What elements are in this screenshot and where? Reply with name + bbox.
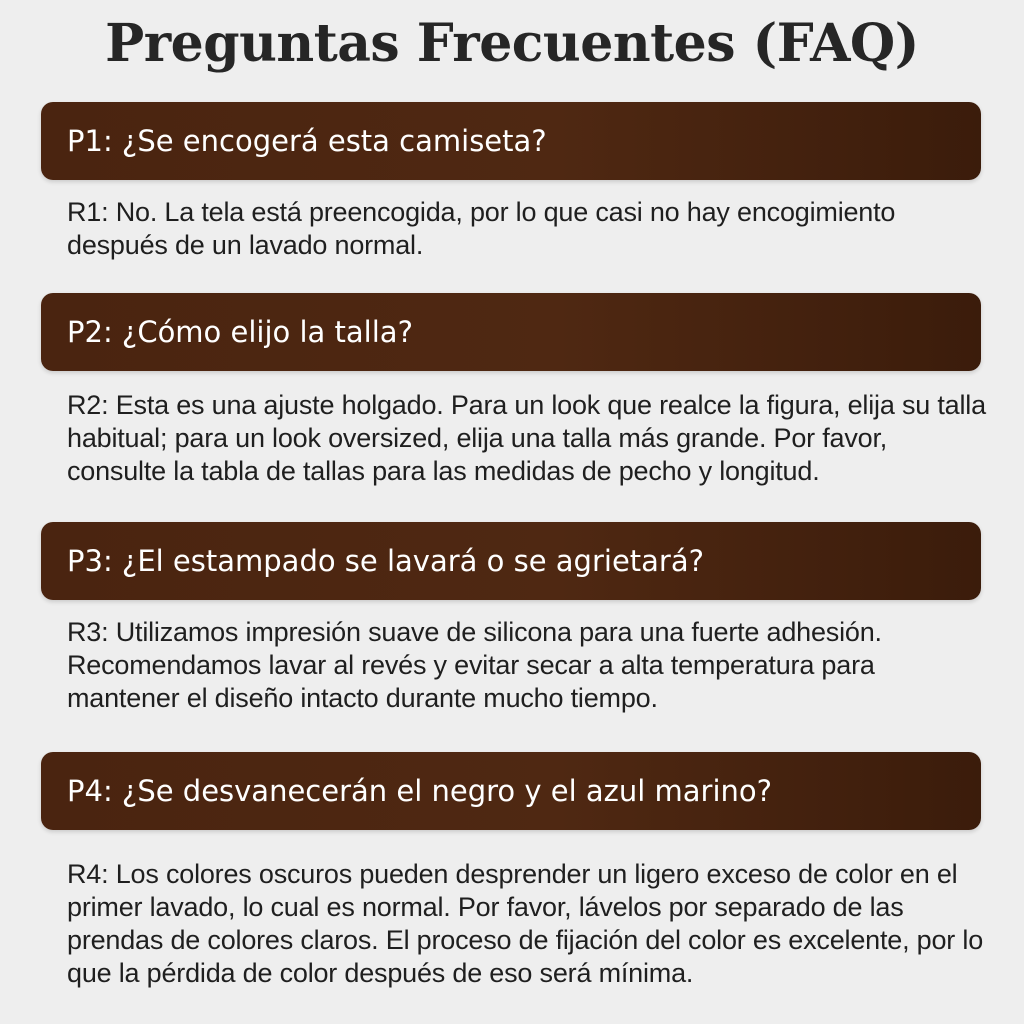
- faq-answer-4: R4: Los colores oscuros pueden desprender un ligero exceso de color en el primer lavado, lo cual es normal. Por favor, lávelos por separado de las prendas de colores claros. El proceso de fijación del color es excelente, por lo que la pérdida de color después de eso será mínima.: [67, 859, 984, 988]
- faq-question-4-text: P4: ¿Se desvanecerán el negro y el azul marino?: [67, 774, 773, 808]
- faq-answer-1: R1: No. La tela está preencogida, por lo que casi no hay encogimiento después de un lavado normal.: [67, 197, 896, 260]
- page-title: Preguntas Frecuentes (FAQ): [105, 13, 919, 74]
- faq-question-2: [41, 293, 981, 371]
- faq-answer-2: R2: Esta es una ajuste holgado. Para un look que realce la figura, elija su talla habitual; para un look oversized, elija una talla más grande. Por favor, consulte la tabla de tallas para las medidas de pecho y longitud.: [67, 390, 986, 486]
- faq-question-1: [41, 102, 981, 180]
- faq-answer-3: R3: Utilizamos impresión suave de silicona para una fuerte adhesión. Recomendamos lavar al revés y evitar secar a alta temperatura para mantener el diseño intacto durante mucho tiempo.: [67, 617, 882, 713]
- faq-question-1-text: P1: ¿Se encogerá esta camiseta?: [67, 124, 547, 158]
- faq-question-2-text: P2: ¿Cómo elijo la talla?: [67, 315, 413, 349]
- faq-question-3-text: P3: ¿El estampado se lavará o se agrietará?: [67, 544, 705, 578]
- faq-question-3: [41, 522, 981, 600]
- faq-question-4: [41, 752, 981, 830]
